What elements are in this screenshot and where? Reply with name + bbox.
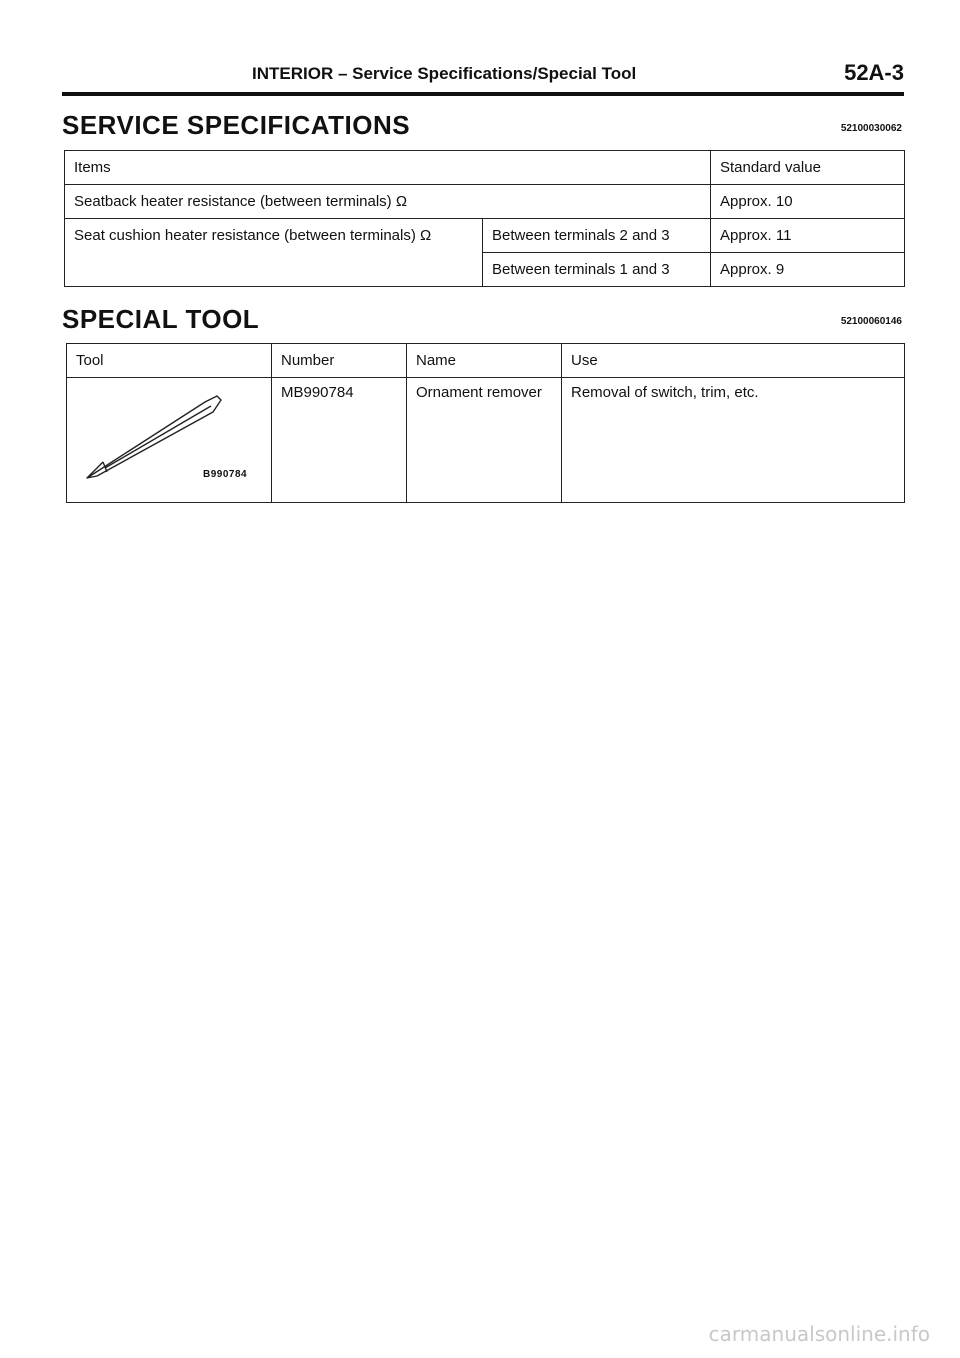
tool-name: Ornament remover <box>407 378 562 503</box>
service-specifications-heading: SERVICE SPECIFICATIONS <box>62 110 411 140</box>
spec-item: Seat cushion heater resistance (between terminals) Ω <box>65 219 483 287</box>
tool-number: MB990784 <box>272 378 407 503</box>
service-specifications-table <box>64 150 905 287</box>
spec-value: Approx. 10 <box>711 185 905 219</box>
table-header-row <box>67 344 905 378</box>
tool-image-cell <box>67 378 272 503</box>
special-tool-table <box>66 343 905 503</box>
table-row <box>65 219 905 253</box>
spec-value: Approx. 11 <box>711 219 905 253</box>
spec-condition: Between terminals 2 and 3 <box>483 219 711 253</box>
column-header-items: Items <box>65 151 711 185</box>
service-specifications-code: 52100030062 <box>840 123 902 134</box>
spec-item: Seatback heater resistance (between terminals) Ω <box>65 185 711 219</box>
spec-value: Approx. 9 <box>711 253 905 287</box>
watermark: carmanualsonline.info <box>708 1322 930 1346</box>
table-row <box>67 378 905 503</box>
header-rule <box>62 92 904 96</box>
page-header-title: INTERIOR – Service Specifications/Special Tool <box>252 64 637 83</box>
tool-image-label: B990784 <box>203 469 248 480</box>
table-header-row <box>65 151 905 185</box>
column-header-use: Use <box>562 344 905 378</box>
table-row <box>65 185 905 219</box>
column-header-name: Name <box>407 344 562 378</box>
special-tool-code: 52100060146 <box>840 316 902 327</box>
spec-condition: Between terminals 1 and 3 <box>483 253 711 287</box>
page-header <box>62 58 904 94</box>
column-header-number: Number <box>272 344 407 378</box>
column-header-tool: Tool <box>67 344 272 378</box>
page-number: 52A-3 <box>844 60 904 85</box>
column-header-standard-value: Standard value <box>711 151 905 185</box>
tool-use: Removal of switch, trim, etc. <box>562 378 905 503</box>
special-tool-heading: SPECIAL TOOL <box>62 304 260 334</box>
